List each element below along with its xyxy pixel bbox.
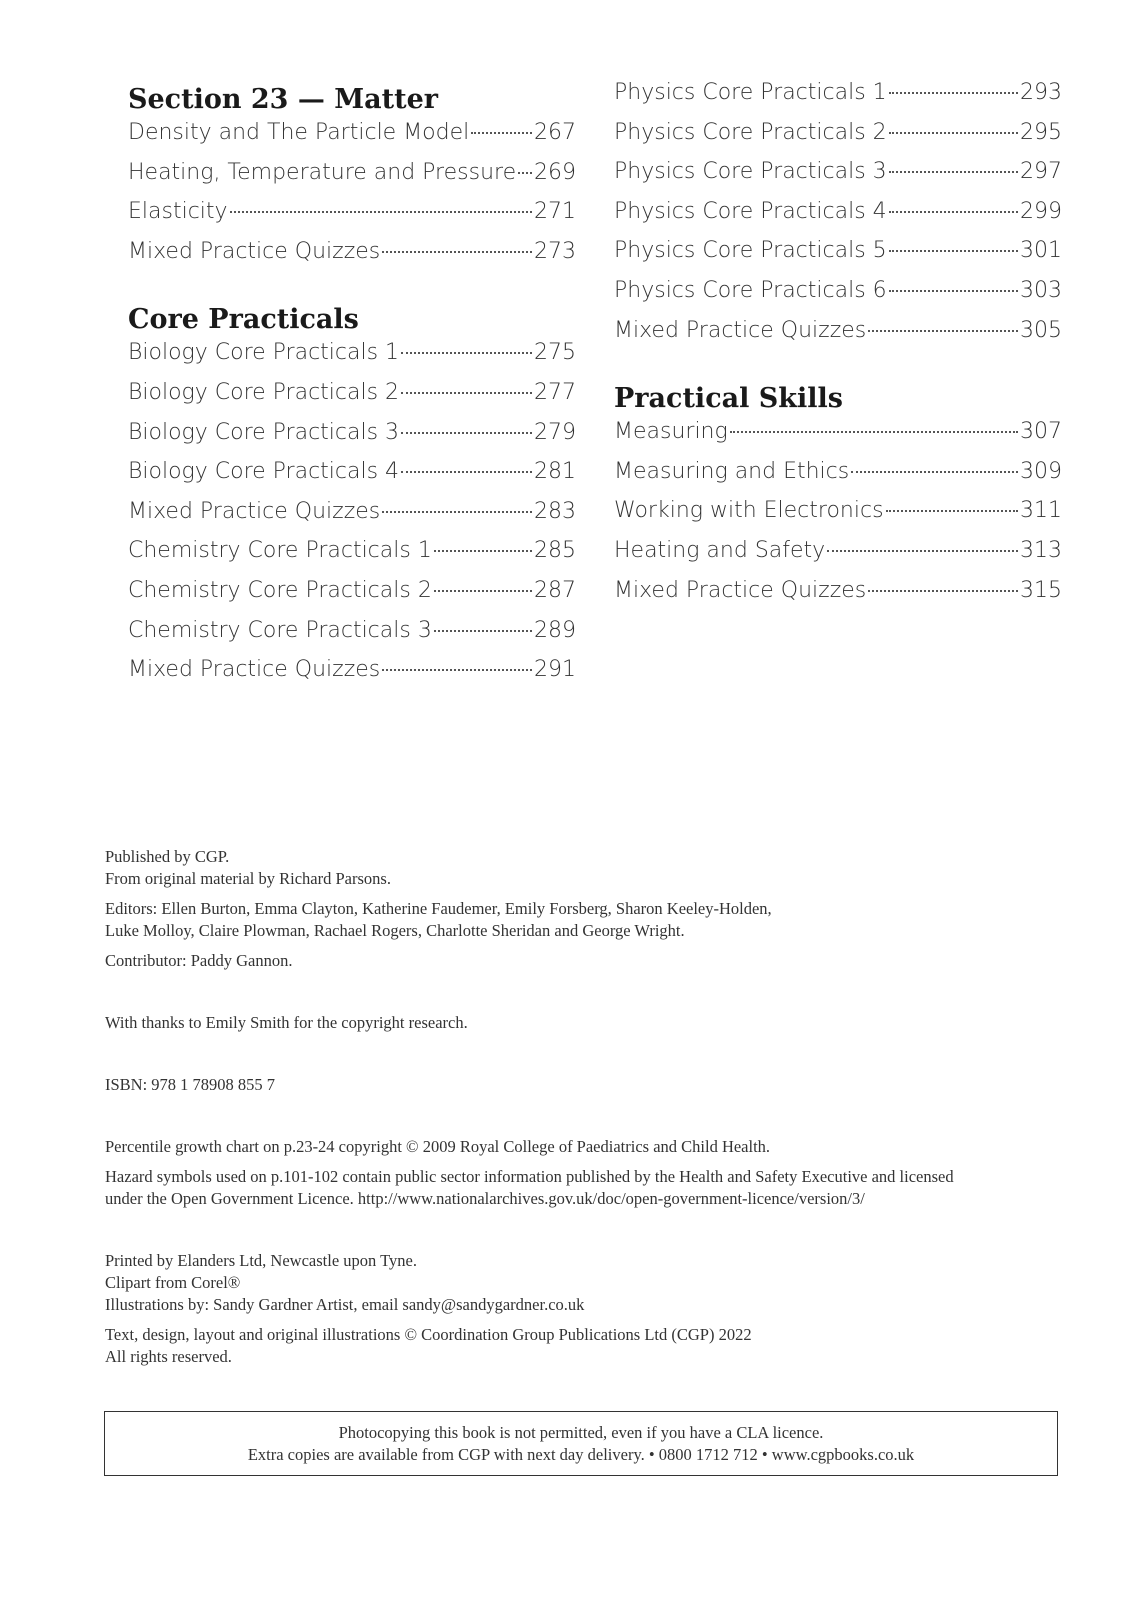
toc-entry [128,538,576,578]
toc-entry [128,420,576,460]
toc-entry-label: Mixed Practice Quizzes [128,498,381,524]
toc-entry-label: Physics Core Practicals 6 [614,277,887,303]
toc-list [128,340,576,696]
dot-leader [851,471,1018,473]
clipart-credit: Clipart from Corel® [105,1273,241,1292]
toc-entry [614,199,1062,239]
toc-entry-label: Biology Core Practicals 3 [128,419,400,445]
toc-entry-label: Heating and Safety [614,537,826,563]
toc-entry-page: 313 [1020,537,1062,563]
original-material: From original material by Richard Parsons. [105,869,391,888]
toc-list [614,419,1062,617]
toc-section-physics-core-practicals [614,80,1062,357]
toc-entry-label: Measuring and Ethics [614,458,850,484]
toc-entry-label: Mixed Practice Quizzes [128,657,381,683]
toc-entry-page: 269 [534,159,576,185]
all-rights-reserved: All rights reserved. [105,1347,232,1366]
toc-entry-label: Chemistry Core Practicals 1 [128,538,432,564]
dot-leader [382,511,532,513]
toc-entry [614,120,1062,160]
dot-leader [382,669,532,671]
toc-entry-label: Biology Core Practicals 4 [128,459,400,485]
toc-entry [128,657,576,697]
toc-entry-label: Mixed Practice Quizzes [128,238,381,264]
toc-entry-page: 287 [534,577,576,603]
toc-section-matter [128,80,576,278]
toc-entry-label: Physics Core Practicals 5 [614,238,887,264]
dot-leader [868,330,1018,332]
thanks: With thanks to Emily Smith for the copyright research. [105,1013,468,1032]
section-title: Core Practicals [128,304,359,336]
toc-entry-label: Elasticity [128,199,228,225]
dot-leader [401,352,532,354]
dot-leader [889,132,1018,134]
toc-entry [614,498,1062,538]
toc-entry-page: 309 [1020,458,1062,484]
dot-leader [889,290,1018,292]
section-title: Practical Skills [614,383,843,415]
toc-entry-label: Chemistry Core Practicals 2 [128,577,432,603]
published-by: Published by CGP. [105,847,230,866]
hazard-symbols-credit-2: under the Open Government Licence. http://www.nationalarchives.gov.uk/doc/open-government-licence/version/3/ [105,1189,865,1208]
toc-entry-page: 275 [534,340,576,366]
toc-entry-page: 297 [1020,159,1062,185]
dot-leader [401,471,532,473]
copyright: Text, design, layout and original illustrations © Coordination Group Publications Ltd (CGP) 2022 [105,1325,752,1344]
toc-entry-label: Biology Core Practicals 2 [128,379,400,405]
dot-leader [868,590,1018,592]
percentile-chart-credit: Percentile growth chart on p.23-24 copyright © 2009 Royal College of Paediatrics and Child Health. [105,1137,771,1156]
toc-entry [614,238,1062,278]
toc-entry-page: 271 [534,199,576,225]
section-title: Section 23 — Matter [128,84,438,115]
illustrations-credit: Illustrations by: Sandy Gardner Artist, email sandy@sandygardner.co.uk [105,1295,585,1314]
toc-entry [128,499,576,539]
toc-entry-label: Heating, Temperature and Pressure [128,159,517,185]
toc-entry-page: 315 [1020,577,1062,603]
toc-entry [614,159,1062,199]
dot-leader [889,171,1018,173]
contributor: Contributor: Paddy Gannon. [105,951,293,970]
dot-leader [889,211,1018,213]
toc-section-practical-skills [614,379,1062,617]
dot-leader [401,432,532,434]
toc-entry-page: 295 [1020,119,1062,145]
toc-entry-label: Mixed Practice Quizzes [614,317,867,343]
toc-entry-page: 307 [1020,419,1062,445]
hazard-symbols-credit-1: Hazard symbols used on p.101-102 contain public sector information published by the Health and Safety Executive and licensed [105,1167,954,1186]
toc-entry-label: Physics Core Practicals 3 [614,159,887,185]
photocopying-notice [104,1411,1058,1476]
toc-entry-page: 281 [534,459,576,485]
toc-entry-label: Density and The Particle Model [128,120,470,145]
toc-section-core-practicals [128,300,576,696]
dot-leader [886,510,1018,512]
toc-entry [128,380,576,420]
dot-leader [434,630,532,632]
notice-line-1: Photocopying this book is not permitted, even if you have a CLA licence. [338,1423,824,1442]
toc-entry-page: 279 [534,419,576,445]
toc-entry [614,278,1062,318]
toc-entry-page: 273 [534,238,576,264]
toc-entry [614,538,1062,578]
dot-leader [401,392,532,394]
toc-entry-page: 283 [534,498,576,524]
toc-entry-label: Working with Electronics [614,498,884,524]
dot-leader [230,211,532,213]
dot-leader [889,92,1018,94]
dot-leader [434,550,532,552]
toc-entry-label: Physics Core Practicals 4 [614,198,887,224]
editors-line-1: Editors: Ellen Burton, Emma Clayton, Katherine Faudemer, Emily Forsberg, Sharon Keeley-Holden, [105,899,772,918]
toc-entry-page: 289 [534,617,576,643]
toc-entry-page: 311 [1020,498,1062,524]
dot-leader [382,251,532,253]
toc-entry-page: 285 [534,538,576,564]
toc-entry [128,199,576,239]
dot-leader [730,431,1018,433]
editors-line-2: Luke Molloy, Claire Plowman, Rachael Rogers, Charlotte Sheridan and George Wright. [105,921,685,940]
dot-leader [889,250,1018,252]
toc-entry [128,120,576,160]
toc-entry-page: 299 [1020,198,1062,224]
dot-leader [827,550,1018,552]
toc-entry-page: 277 [534,379,576,405]
toc-entry-label: Biology Core Practicals 1 [128,340,400,366]
publication-credits [105,846,1065,1368]
toc-entry [128,239,576,279]
toc-list [614,80,1062,357]
toc-entry [128,618,576,658]
printer: Printed by Elanders Ltd, Newcastle upon Tyne. [105,1251,417,1270]
toc-entry-page: 293 [1020,80,1062,105]
toc-entry-label: Chemistry Core Practicals 3 [128,617,432,643]
toc-entry [614,419,1062,459]
dot-leader [471,132,532,134]
toc-entry-page: 303 [1020,277,1062,303]
toc-entry [128,578,576,618]
toc-entry [128,340,576,380]
toc-entry-page: 291 [534,657,576,683]
toc-entry-label: Physics Core Practicals 1 [614,80,887,105]
toc-entry [128,160,576,200]
dot-leader [434,590,532,592]
notice-line-2: Extra copies are available from CGP with next day delivery. • 0800 1712 712 • www.cgpbooks.co.uk [247,1445,915,1464]
toc-entry [614,459,1062,499]
toc-entry-label: Measuring [614,419,728,445]
toc-entry [614,318,1062,358]
toc-left-column [128,80,576,719]
toc-entry [614,80,1062,120]
toc-entry [128,459,576,499]
toc-entry [614,578,1062,618]
toc-entry-label: Mixed Practice Quizzes [614,577,867,603]
toc-entry-page: 305 [1020,317,1062,343]
toc-entry-page: 267 [534,120,576,145]
toc-list [128,120,576,278]
toc-right-column [614,80,1062,639]
toc-entry-label: Physics Core Practicals 2 [614,119,887,145]
isbn: ISBN: 978 1 78908 855 7 [105,1075,276,1094]
dot-leader [518,172,532,174]
toc-entry-page: 301 [1020,238,1062,264]
